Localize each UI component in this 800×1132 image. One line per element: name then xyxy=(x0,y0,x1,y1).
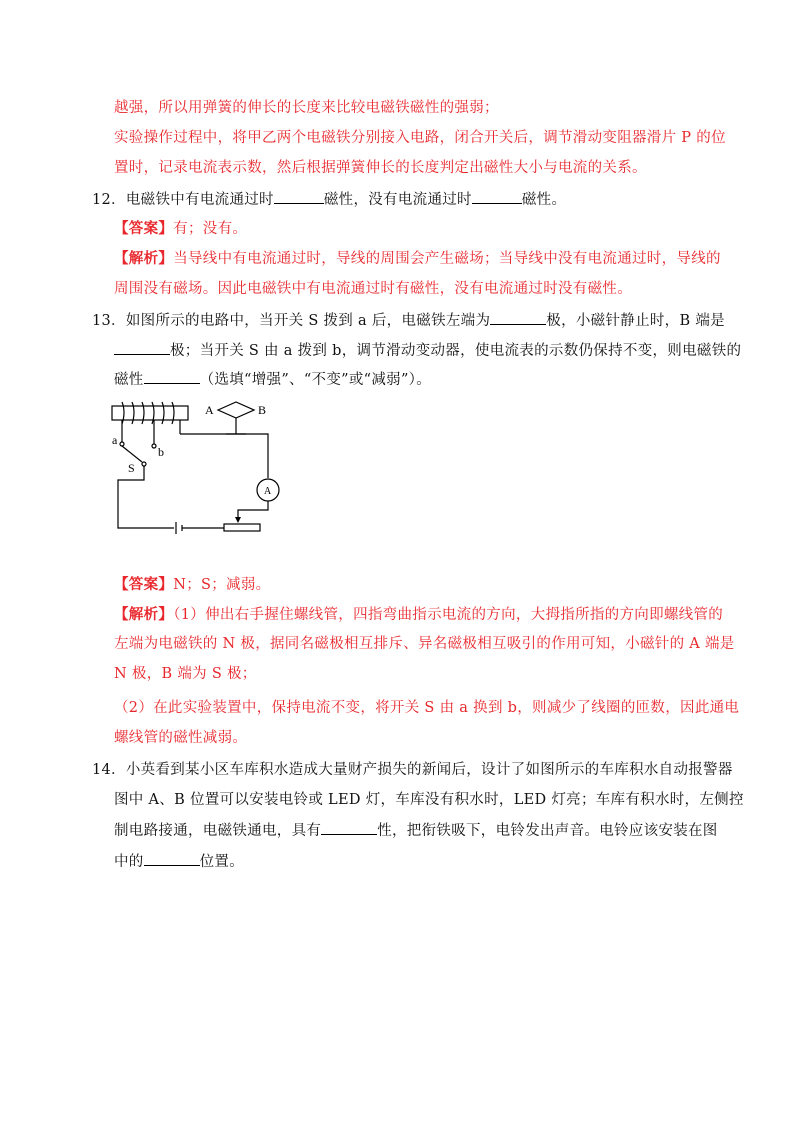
contact-label-b: b xyxy=(158,445,164,459)
question-text: 制电路接通，电磁铁通电，具有 xyxy=(114,823,322,839)
question-text-line: 图中 A、B 位置可以安装电铃或 LED 灯，车库没有积水时，LED 灯亮；车库有积水时，左侧控 xyxy=(114,792,744,808)
analysis-line xyxy=(114,249,721,269)
question-text-line xyxy=(114,820,718,841)
rheostat xyxy=(224,524,260,531)
question-text-line xyxy=(114,340,741,361)
wire-to-ammeter xyxy=(180,434,268,478)
question-text: 磁性，没有电流通过时 xyxy=(323,192,472,208)
question-text: 中的 xyxy=(114,854,144,870)
slider-arrow xyxy=(235,517,241,523)
switch-label-s: S xyxy=(128,461,135,475)
answer-line xyxy=(114,575,270,595)
answer-blank xyxy=(144,851,200,866)
circuit-diagram xyxy=(108,398,298,548)
answer-blank xyxy=(472,189,522,204)
question-text: 电磁铁中有电流通过时 xyxy=(125,192,274,208)
answer-blank xyxy=(144,369,200,384)
wire-to-slider xyxy=(238,501,268,518)
answer-line xyxy=(114,219,247,239)
answer-text: N；S；减弱。 xyxy=(173,577,271,593)
switch-pivot xyxy=(142,462,146,466)
analysis-line xyxy=(114,605,723,625)
question-12 xyxy=(92,189,566,210)
question-14 xyxy=(92,760,733,780)
contact-b xyxy=(152,444,156,448)
question-number: 13． xyxy=(92,313,126,329)
contact-label-a: a xyxy=(112,433,118,447)
question-text: 极；当开关 S 由 a 拨到 b，调节滑动变动器，使电流表的示数仍保持不变，则电磁铁的 xyxy=(170,343,742,359)
contact-a xyxy=(120,442,124,446)
question-text-line xyxy=(114,369,431,390)
question-number: 14． xyxy=(92,762,126,778)
answer-blank xyxy=(490,310,546,325)
needle-label-b: B xyxy=(258,403,267,417)
question-text: 小英看到某小区车库积水造成大量财产损失的新闻后，设计了如图所示的车库积水自动报警器 xyxy=(125,762,733,778)
answer-blank xyxy=(321,820,377,835)
answer-tag: 【答案】 xyxy=(114,220,174,237)
analysis-text: （1）伸出右手握住螺线管，四指弯曲指示电流的方向，大拇指所指的方向即螺线管的 xyxy=(173,607,724,623)
analysis-continuation-line: 越强，所以用弹簧的伸长的长度来比较电磁铁磁性的强弱； xyxy=(114,100,499,116)
analysis-tag: 【解析】 xyxy=(114,606,174,623)
compass-needle xyxy=(218,402,254,418)
question-text: （选填“增强”、“不变”或“减弱”）。 xyxy=(199,372,432,388)
analysis-tag: 【解析】 xyxy=(114,250,174,267)
analysis-continuation-line: 实验操作过程中，将甲乙两个电磁铁分别接入电路，闭合开关后，调节滑动变阻器滑片 P 的位 xyxy=(114,130,726,146)
wire-left-loop xyxy=(118,466,174,528)
ammeter-label: A xyxy=(264,486,272,497)
analysis-line: 螺线管的磁性减弱。 xyxy=(114,730,248,746)
question-text-line xyxy=(114,851,244,872)
question-text: 极，小磁针静止时，B 端是 xyxy=(546,313,725,329)
question-13 xyxy=(92,310,725,331)
answer-text: 有；没有。 xyxy=(173,221,248,237)
question-text: 位置。 xyxy=(199,854,245,870)
solenoid-coil xyxy=(122,402,174,424)
analysis-text: 当导线中有电流通过时，导线的周围会产生磁场；当导线中没有电流通过时，导线的 xyxy=(173,251,721,267)
analysis-line: N 极，B 端为 S 极； xyxy=(114,666,257,682)
answer-blank xyxy=(274,189,324,204)
question-text: 磁性。 xyxy=(521,192,567,208)
question-text: 如图所示的电路中，当开关 S 拨到 a 后，电磁铁左端为 xyxy=(125,313,491,329)
analysis-line: 周围没有磁场。因此电磁铁中有电流通过时有磁性，没有电流通过时没有磁性。 xyxy=(114,281,632,297)
analysis-line: （2）在此实验装置中，保持电流不变，将开关 S 由 a 换到 b，则减少了线圈的匝数，因此通电 xyxy=(114,700,740,716)
question-text: 性，把衔铁吸下，电铃发出声音。电铃应该安装在图 xyxy=(377,823,718,839)
question-text: 磁性 xyxy=(114,372,144,388)
analysis-continuation-line: 置时，记录电流表示数，然后根据弹簧伸长的长度判定出磁性大小与电流的关系。 xyxy=(114,160,647,176)
answer-blank xyxy=(114,340,170,355)
question-number: 12． xyxy=(92,192,126,208)
answer-tag: 【答案】 xyxy=(114,576,174,593)
switch-lever xyxy=(122,446,142,462)
analysis-line: 左端为电磁铁的 N 极，据同名磁极相互排斥、异名磁极相互吸引的作用可知，小磁针的 A 端是 xyxy=(114,636,735,652)
needle-label-a: A xyxy=(205,403,214,417)
